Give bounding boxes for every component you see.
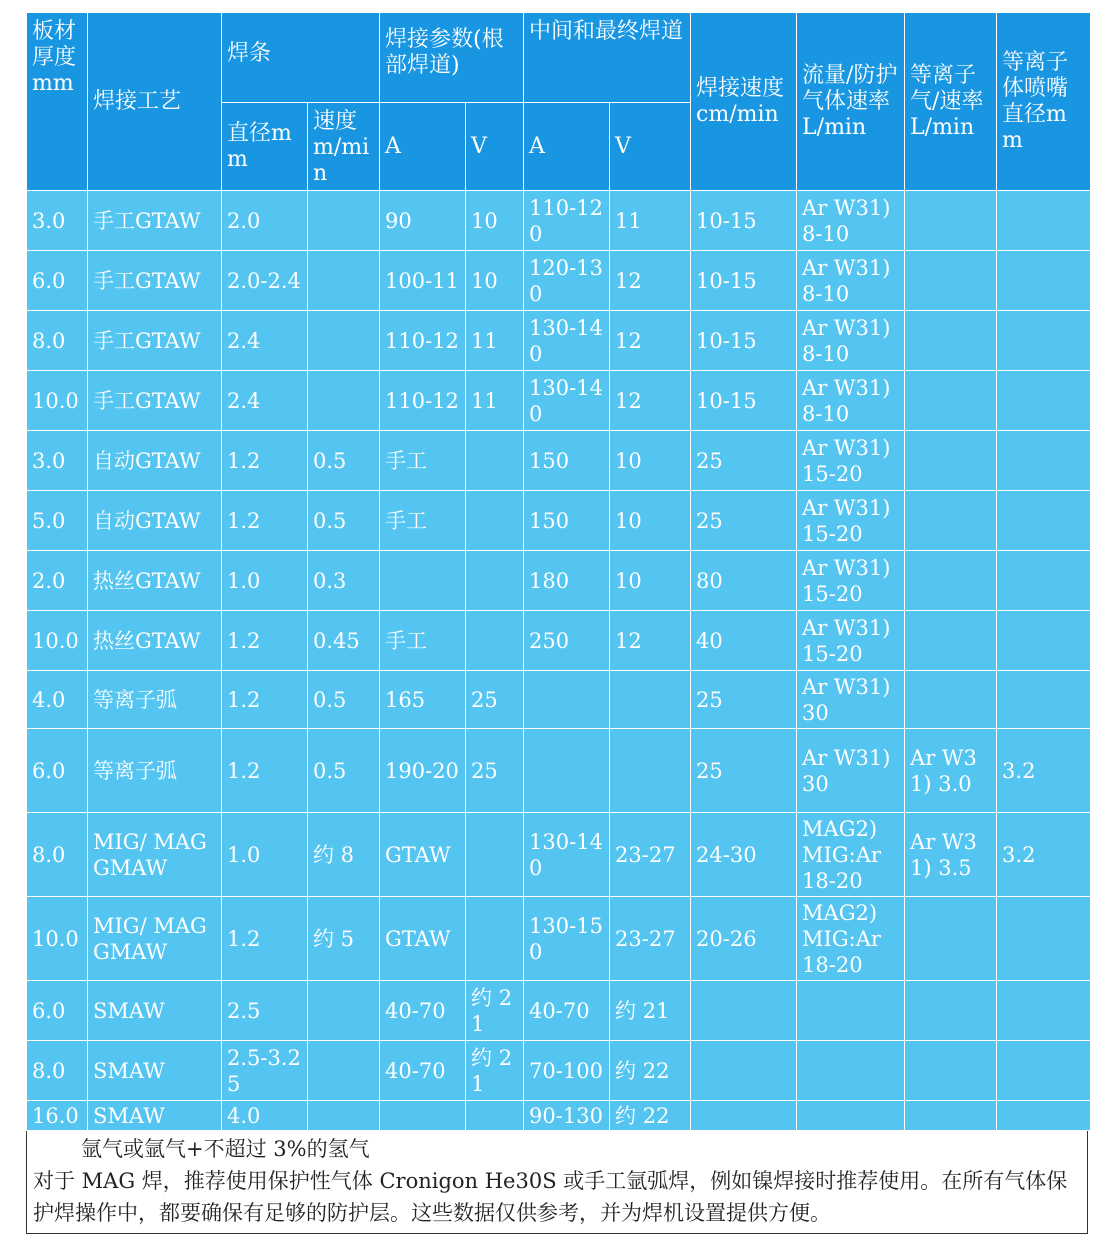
cell-wire-speed: 0.45	[308, 611, 380, 671]
cell-root-a	[380, 551, 466, 611]
cell-fill-a	[524, 729, 610, 813]
cell-fill-a	[524, 671, 610, 729]
cell-shield-flow: Ar W31) 15-20	[797, 551, 905, 611]
header-plasma-gas: 等离子气/速率L/min	[905, 13, 997, 191]
cell-shield-flow: Ar W31) 30	[797, 729, 905, 813]
cell-fill-v: 约 22	[610, 1041, 691, 1101]
cell-plasma-gas	[905, 897, 997, 981]
table-row	[27, 1041, 1091, 1101]
table-header	[27, 13, 1091, 191]
header-shield-flow: 流量/防护气体速率L/min	[797, 13, 905, 191]
cell-fill-a: 130-140	[524, 813, 610, 897]
cell-diameter: 1.0	[222, 551, 308, 611]
cell-process: 手工GTAW	[88, 311, 222, 371]
table-row	[27, 611, 1091, 671]
cell-diameter: 2.4	[222, 371, 308, 431]
header-fill-params: 中间和最终焊道	[524, 13, 691, 103]
cell-fill-a: 150	[524, 431, 610, 491]
cell-root-v: 25	[466, 671, 524, 729]
table-row	[27, 1101, 1091, 1131]
cell-plasma-gas	[905, 1101, 997, 1131]
cell-diameter: 2.4	[222, 311, 308, 371]
cell-wire-speed	[308, 981, 380, 1041]
table-row	[27, 431, 1091, 491]
cell-fill-a: 130-140	[524, 311, 610, 371]
cell-plasma-gas	[905, 251, 997, 311]
cell-plasma-gas	[905, 1041, 997, 1101]
cell-wire-speed	[308, 1101, 380, 1131]
cell-wire-speed	[308, 191, 380, 251]
cell-speed: 10-15	[691, 371, 797, 431]
cell-fill-a: 120-130	[524, 251, 610, 311]
welding-parameters-table	[26, 12, 1091, 1131]
cell-plasma-gas	[905, 671, 997, 729]
cell-process: MIG/ MAG GMAW	[88, 813, 222, 897]
cell-plasma-gas	[905, 431, 997, 491]
cell-thickness: 10.0	[27, 371, 88, 431]
cell-wire-speed: 0.5	[308, 491, 380, 551]
header-fill-v: V	[610, 103, 691, 191]
cell-nozzle	[997, 491, 1091, 551]
cell-nozzle	[997, 1101, 1091, 1131]
cell-nozzle	[997, 981, 1091, 1041]
cell-nozzle	[997, 251, 1091, 311]
cell-fill-v: 12	[610, 251, 691, 311]
cell-root-v: 25	[466, 729, 524, 813]
table-row	[27, 729, 1091, 813]
cell-root-v	[466, 813, 524, 897]
cell-speed: 10-15	[691, 251, 797, 311]
cell-shield-flow: Ar W31) 15-20	[797, 611, 905, 671]
cell-thickness: 6.0	[27, 251, 88, 311]
cell-diameter: 1.2	[222, 611, 308, 671]
cell-plasma-gas	[905, 491, 997, 551]
cell-thickness: 3.0	[27, 191, 88, 251]
cell-nozzle: 3.2	[997, 729, 1091, 813]
header-root-v: V	[466, 103, 524, 191]
cell-nozzle	[997, 371, 1091, 431]
cell-process: 手工GTAW	[88, 251, 222, 311]
header-fill-a: A	[524, 103, 610, 191]
cell-thickness: 6.0	[27, 981, 88, 1041]
cell-shield-flow: Ar W31) 15-20	[797, 491, 905, 551]
cell-diameter: 1.2	[222, 897, 308, 981]
cell-speed: 10-15	[691, 311, 797, 371]
cell-process: 自动GTAW	[88, 431, 222, 491]
cell-root-a: GTAW	[380, 897, 466, 981]
cell-speed: 25	[691, 431, 797, 491]
footnotes	[26, 1131, 1088, 1234]
cell-nozzle	[997, 551, 1091, 611]
table-row	[27, 311, 1091, 371]
cell-speed: 40	[691, 611, 797, 671]
cell-root-v	[466, 1101, 524, 1131]
cell-fill-v: 约 22	[610, 1101, 691, 1131]
cell-shield-flow: MAG2) MIG:Ar 18-20	[797, 897, 905, 981]
cell-speed	[691, 981, 797, 1041]
table-row	[27, 671, 1091, 729]
footnote-line-1: 氩气或氩气+不超过 3%的氢气	[81, 1137, 370, 1161]
cell-plasma-gas	[905, 551, 997, 611]
cell-thickness: 2.0	[27, 551, 88, 611]
cell-root-v: 约 21	[466, 1041, 524, 1101]
cell-shield-flow: MAG2) MIG:Ar 18-20	[797, 813, 905, 897]
cell-fill-a: 130-140	[524, 371, 610, 431]
cell-process: 等离子弧	[88, 729, 222, 813]
cell-fill-a: 90-130	[524, 1101, 610, 1131]
cell-root-v	[466, 897, 524, 981]
cell-shield-flow: Ar W31) 8-10	[797, 371, 905, 431]
table-row	[27, 897, 1091, 981]
cell-shield-flow: Ar W31) 8-10	[797, 251, 905, 311]
cell-wire-speed: 0.5	[308, 431, 380, 491]
header-electrode: 焊条	[222, 13, 380, 103]
cell-diameter: 1.2	[222, 671, 308, 729]
cell-thickness: 10.0	[27, 611, 88, 671]
cell-diameter: 2.5	[222, 981, 308, 1041]
cell-shield-flow	[797, 1101, 905, 1131]
cell-wire-speed: 0.5	[308, 671, 380, 729]
cell-plasma-gas	[905, 611, 997, 671]
footnote-line-2: 对于 MAG 焊，推荐使用保护性气体 Cronigon He30S 或手工氩弧焊，例如镍焊接时推荐使用。在所有气体保护焊操作中，都要确保有足够的防护层。这些数据仅供参考，并为焊机设置提供方便。	[33, 1169, 1068, 1225]
cell-speed: 24-30	[691, 813, 797, 897]
cell-shield-flow	[797, 981, 905, 1041]
cell-fill-v: 12	[610, 611, 691, 671]
cell-thickness: 5.0	[27, 491, 88, 551]
cell-thickness: 8.0	[27, 1041, 88, 1101]
cell-root-v: 11	[466, 311, 524, 371]
table-body	[27, 191, 1091, 1131]
cell-fill-v	[610, 671, 691, 729]
cell-shield-flow: Ar W31) 8-10	[797, 311, 905, 371]
header-process: 焊接工艺	[88, 13, 222, 191]
cell-speed: 25	[691, 671, 797, 729]
header-thickness: 板材厚度mm	[27, 13, 88, 191]
cell-process: SMAW	[88, 1101, 222, 1131]
cell-thickness: 3.0	[27, 431, 88, 491]
cell-nozzle	[997, 897, 1091, 981]
cell-fill-a: 110-120	[524, 191, 610, 251]
table-row	[27, 191, 1091, 251]
cell-nozzle	[997, 611, 1091, 671]
cell-wire-speed: 0.3	[308, 551, 380, 611]
cell-speed: 80	[691, 551, 797, 611]
cell-root-v: 10	[466, 251, 524, 311]
cell-root-a: 110-12	[380, 311, 466, 371]
cell-shield-flow: Ar W31) 30	[797, 671, 905, 729]
cell-root-a: 手工	[380, 491, 466, 551]
cell-diameter: 4.0	[222, 1101, 308, 1131]
cell-thickness: 8.0	[27, 311, 88, 371]
header-diameter: 直径mm	[222, 103, 308, 191]
cell-root-a: GTAW	[380, 813, 466, 897]
cell-diameter: 1.0	[222, 813, 308, 897]
cell-root-v	[466, 431, 524, 491]
cell-fill-v: 10	[610, 431, 691, 491]
cell-nozzle	[997, 311, 1091, 371]
cell-process: 手工GTAW	[88, 191, 222, 251]
cell-plasma-gas	[905, 191, 997, 251]
cell-thickness: 6.0	[27, 729, 88, 813]
cell-wire-speed	[308, 1041, 380, 1101]
cell-fill-v: 10	[610, 551, 691, 611]
cell-process: 热丝GTAW	[88, 551, 222, 611]
cell-diameter: 2.5-3.25	[222, 1041, 308, 1101]
cell-fill-v	[610, 729, 691, 813]
header-root-params: 焊接参数(根部焊道)	[380, 13, 524, 103]
cell-speed: 10-15	[691, 191, 797, 251]
cell-plasma-gas	[905, 311, 997, 371]
cell-thickness: 10.0	[27, 897, 88, 981]
cell-fill-v: 12	[610, 311, 691, 371]
header-wire-speed: 速度m/min	[308, 103, 380, 191]
cell-root-a: 40-70	[380, 981, 466, 1041]
cell-fill-v: 23-27	[610, 897, 691, 981]
cell-plasma-gas	[905, 371, 997, 431]
cell-root-v: 10	[466, 191, 524, 251]
cell-wire-speed: 约 5	[308, 897, 380, 981]
cell-plasma-gas: Ar W31) 3.0	[905, 729, 997, 813]
table-row	[27, 251, 1091, 311]
cell-nozzle	[997, 1041, 1091, 1101]
cell-root-a: 110-12	[380, 371, 466, 431]
cell-thickness: 4.0	[27, 671, 88, 729]
cell-process: 手工GTAW	[88, 371, 222, 431]
cell-speed	[691, 1041, 797, 1101]
cell-nozzle	[997, 671, 1091, 729]
cell-root-a: 手工	[380, 431, 466, 491]
cell-wire-speed	[308, 371, 380, 431]
cell-thickness: 8.0	[27, 813, 88, 897]
cell-diameter: 2.0-2.4	[222, 251, 308, 311]
cell-root-a: 165	[380, 671, 466, 729]
cell-root-v	[466, 491, 524, 551]
cell-speed	[691, 1101, 797, 1131]
table-row	[27, 371, 1091, 431]
cell-process: 自动GTAW	[88, 491, 222, 551]
cell-root-v	[466, 611, 524, 671]
cell-shield-flow: Ar W31) 8-10	[797, 191, 905, 251]
cell-fill-a: 130-150	[524, 897, 610, 981]
table-row	[27, 813, 1091, 897]
cell-wire-speed	[308, 311, 380, 371]
cell-fill-a: 250	[524, 611, 610, 671]
cell-speed: 25	[691, 491, 797, 551]
cell-process: 等离子弧	[88, 671, 222, 729]
cell-nozzle	[997, 191, 1091, 251]
table-row	[27, 551, 1091, 611]
cell-shield-flow: Ar W31) 15-20	[797, 431, 905, 491]
cell-fill-a: 70-100	[524, 1041, 610, 1101]
cell-speed: 25	[691, 729, 797, 813]
cell-root-v	[466, 551, 524, 611]
cell-root-a: 40-70	[380, 1041, 466, 1101]
cell-fill-a: 150	[524, 491, 610, 551]
cell-wire-speed: 0.5	[308, 729, 380, 813]
header-nozzle: 等离子体喷嘴直径mm	[997, 13, 1091, 191]
cell-nozzle	[997, 431, 1091, 491]
cell-diameter: 1.2	[222, 729, 308, 813]
welding-parameters-section	[26, 12, 1090, 1234]
cell-fill-a: 180	[524, 551, 610, 611]
cell-wire-speed	[308, 251, 380, 311]
cell-process: 热丝GTAW	[88, 611, 222, 671]
cell-fill-v: 12	[610, 371, 691, 431]
cell-root-v: 约 21	[466, 981, 524, 1041]
header-root-a: A	[380, 103, 466, 191]
cell-root-a: 手工	[380, 611, 466, 671]
cell-root-a: 90	[380, 191, 466, 251]
cell-wire-speed: 约 8	[308, 813, 380, 897]
cell-diameter: 2.0	[222, 191, 308, 251]
table-row	[27, 981, 1091, 1041]
cell-fill-a: 40-70	[524, 981, 610, 1041]
table-row	[27, 491, 1091, 551]
header-speed: 焊接速度cm/min	[691, 13, 797, 191]
cell-process: SMAW	[88, 981, 222, 1041]
cell-plasma-gas	[905, 981, 997, 1041]
cell-root-v: 11	[466, 371, 524, 431]
cell-nozzle: 3.2	[997, 813, 1091, 897]
cell-root-a: 100-11	[380, 251, 466, 311]
cell-fill-v: 10	[610, 491, 691, 551]
cell-fill-v: 23-27	[610, 813, 691, 897]
cell-thickness: 16.0	[27, 1101, 88, 1131]
cell-process: MIG/ MAG GMAW	[88, 897, 222, 981]
cell-speed: 20-26	[691, 897, 797, 981]
cell-fill-v: 约 21	[610, 981, 691, 1041]
cell-diameter: 1.2	[222, 431, 308, 491]
cell-root-a	[380, 1101, 466, 1131]
cell-shield-flow	[797, 1041, 905, 1101]
cell-fill-v: 11	[610, 191, 691, 251]
cell-root-a: 190-20	[380, 729, 466, 813]
cell-process: SMAW	[88, 1041, 222, 1101]
cell-diameter: 1.2	[222, 491, 308, 551]
cell-plasma-gas: Ar W31) 3.5	[905, 813, 997, 897]
